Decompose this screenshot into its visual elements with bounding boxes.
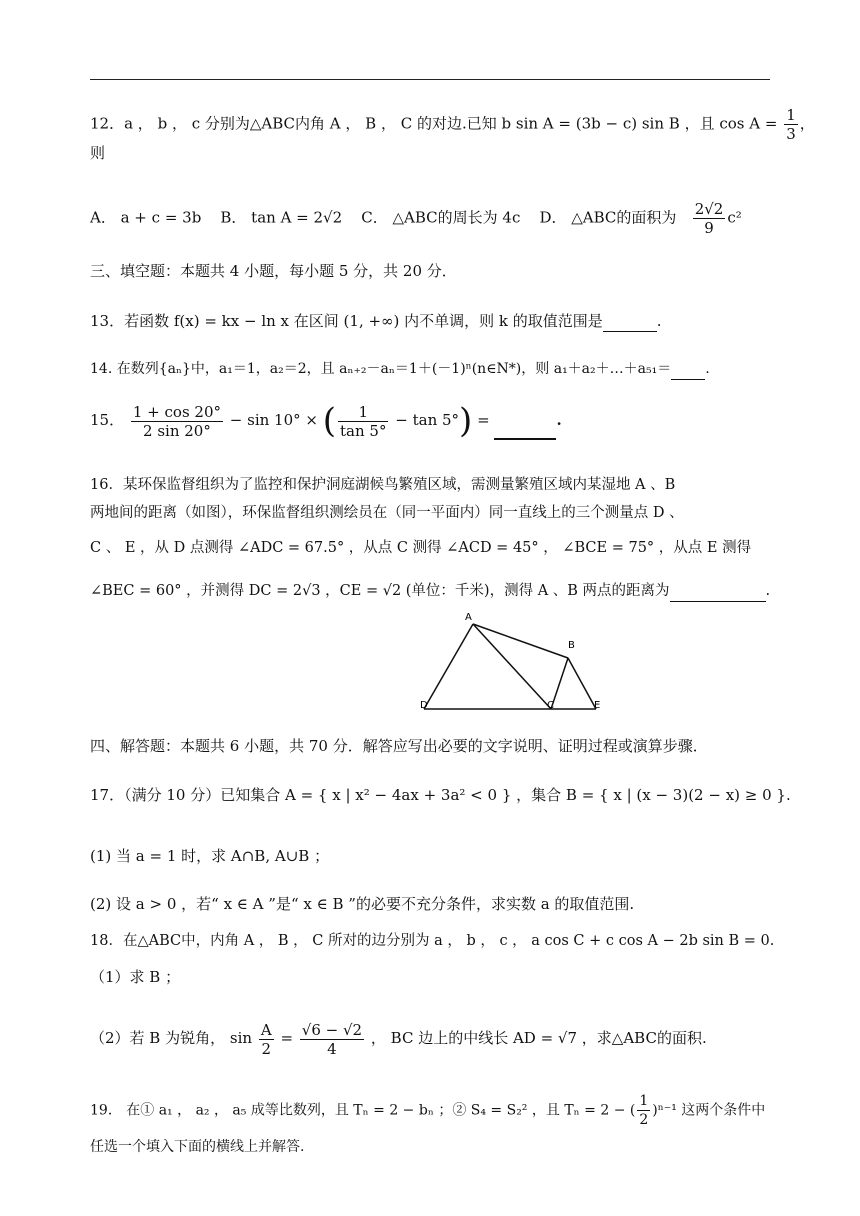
q17-part-2: (2) 设 a > 0 ，若“ x ∈ A ”是“ x ∈ B ”的必要不充分条件，求实数 a 的取值范围. xyxy=(90,895,635,913)
q12-stem-line xyxy=(90,106,815,143)
q17-stem: 17．（满分 10 分）已知集合 A = { x | x² − 4ax + 3a² < 0 } ，集合 B = { x | (x − 3)(2 − x) ≥ 0 }. xyxy=(90,786,791,804)
q15-fraction-1: $\frac{1 + \cos 20^\circ}{2 \sin 20^\circ}$ xyxy=(132,402,222,440)
q18-part-1: （1）求 B ； xyxy=(90,968,181,986)
q15-inner-tail: − tan 5° xyxy=(395,411,460,429)
q18-equals: = xyxy=(280,1029,294,1047)
q16-line-2: 两地间的距离（如图），环保监督组织测绘员在（同一平面内）同一直线上的三个测量点 D 、 xyxy=(90,505,684,521)
q18-part-2-pre: （2）若 B 为锐角， sin xyxy=(90,1029,253,1047)
q16-line-4 xyxy=(90,579,770,602)
q12-tail: ， xyxy=(799,114,815,133)
q13-line xyxy=(90,309,662,332)
q12-option-b: B． tan A = 2√2 xyxy=(220,208,343,227)
q18-part-2-tail: ， BC 边上的中线长 AD = √7 ，求△ABC的面积. xyxy=(370,1029,707,1047)
q15-line xyxy=(90,398,562,440)
q13-answer-blank[interactable] xyxy=(603,309,657,332)
q12-option-d-tail: c² xyxy=(727,208,742,227)
q12-option-d-fraction: $\frac{2√2}{9}$ xyxy=(694,200,724,237)
q19-line-1a: 19． 在① a₁ ， a₂ ， a₅ 成等比数列，且 Tₙ = 2 − bₙ ；② S₄ = S₂² ，且 Tₙ = 2 − ( xyxy=(90,1102,636,1119)
q16-triangle-figure xyxy=(418,610,608,718)
point-label-d: D xyxy=(420,700,428,711)
q16-answer-blank[interactable] xyxy=(670,579,766,602)
q15-middle: − sin 10° × xyxy=(229,411,318,429)
q15-end: . xyxy=(556,411,562,429)
triangle-diagram xyxy=(418,610,608,714)
q15-right-paren: ) xyxy=(459,401,473,441)
q13-text: 13．若函数 f(x) = kx − ln x 在区间 (1, +∞) 内不单调，则 k 的取值范围是 xyxy=(90,312,603,330)
q14-text: 14. 在数列{aₙ}中，a₁＝1，a₂＝2，且 aₙ₊₂－aₙ＝1＋(－1)ⁿ(n∈N*)，则 a₁＋a₂＋…＋a₅₁＝ xyxy=(90,361,672,377)
q16-line-4-text: ∠BEC = 60° ，并测得 DC = 2√3 ，CE = √2 (单位：千米)，测得 A 、B 两点的距离为 xyxy=(90,583,670,599)
top-rule xyxy=(90,79,770,80)
section-4-heading: 四、解答题：本题共 6 小题，共 70 分．解答应写出必要的文字说明、证明过程或演算步骤． xyxy=(90,737,708,755)
q19-line-2: 任选一个填入下面的横线上并解答. xyxy=(90,1139,305,1155)
point-label-b: B xyxy=(568,640,575,651)
q15-number: 15． xyxy=(90,411,125,429)
q19-line-1 xyxy=(90,1092,765,1129)
q12-number: 12． xyxy=(90,114,125,133)
segment-ac xyxy=(473,624,551,709)
q12-option-a: A． a + c = 3b xyxy=(90,208,202,227)
q12-option-c: C． △ABC的周长为 4c xyxy=(361,208,521,227)
q14-line xyxy=(90,357,710,380)
q16-line-3: C 、 E ，从 D 点测得 ∠ADC = 67.5° ，从点 C 测得 ∠ACD = 45° ， ∠BCE = 75° ，从点 E 测得 xyxy=(90,540,752,556)
q12-stem: a ， b ， c 分别为△ABC内角 A ， B ， C 的对边.已知 b sin A = (3b − c) sin B ，且 cos A = xyxy=(124,114,778,133)
q19-fraction: $\frac{1}{2}$ xyxy=(639,1093,649,1128)
section-3-heading: 三、填空题：本题共 4 小题，每小题 5 分，共 20 分． xyxy=(90,262,457,280)
point-label-c: C xyxy=(547,700,554,711)
q15-equals: = xyxy=(477,411,490,429)
q14-end: . xyxy=(705,361,710,377)
q18-part-2 xyxy=(90,1018,707,1058)
q13-end: . xyxy=(656,312,662,330)
q12-fraction: $\frac{1}{3}$ xyxy=(786,106,796,143)
q12-option-d: D． △ABC的面积为 xyxy=(539,208,677,227)
q15-left-paren: ( xyxy=(322,401,337,441)
q17-part-1: (1) 当 a = 1 时，求 A∩B, A∪B ； xyxy=(90,847,330,865)
q18-stem: 18．在△ABC中，内角 A ， B ， C 所对的边分别为 a ， b ， c ， a cos C + c cos A − 2b sin B = 0. xyxy=(90,933,775,949)
q15-answer-blank[interactable] xyxy=(494,398,556,440)
point-label-a: A xyxy=(465,612,472,623)
q16-end: . xyxy=(765,583,771,599)
segment-da xyxy=(424,624,473,709)
point-label-e: E xyxy=(594,700,601,711)
q16-line-1: 16．某环保监督组织为了监控和保护洞庭湖候鸟繁殖区域，需测量繁殖区域内某湿地 A 、B xyxy=(90,477,676,493)
segment-be xyxy=(568,658,596,709)
q19-line-1b: )ⁿ⁻¹ 这两个条件中 xyxy=(652,1102,766,1119)
q15-fraction-2: $\frac{1}{\tan 5^\circ}$ xyxy=(340,402,387,440)
q12-then: 则 xyxy=(90,144,106,162)
segment-ab xyxy=(473,624,568,658)
q14-answer-blank[interactable] xyxy=(671,357,705,380)
q12-options xyxy=(90,200,742,237)
q18-fraction-1: $\frac{A}{2}$ xyxy=(260,1020,272,1058)
q18-fraction-2: $\frac{√6 - √2}{4}$ xyxy=(301,1020,363,1058)
